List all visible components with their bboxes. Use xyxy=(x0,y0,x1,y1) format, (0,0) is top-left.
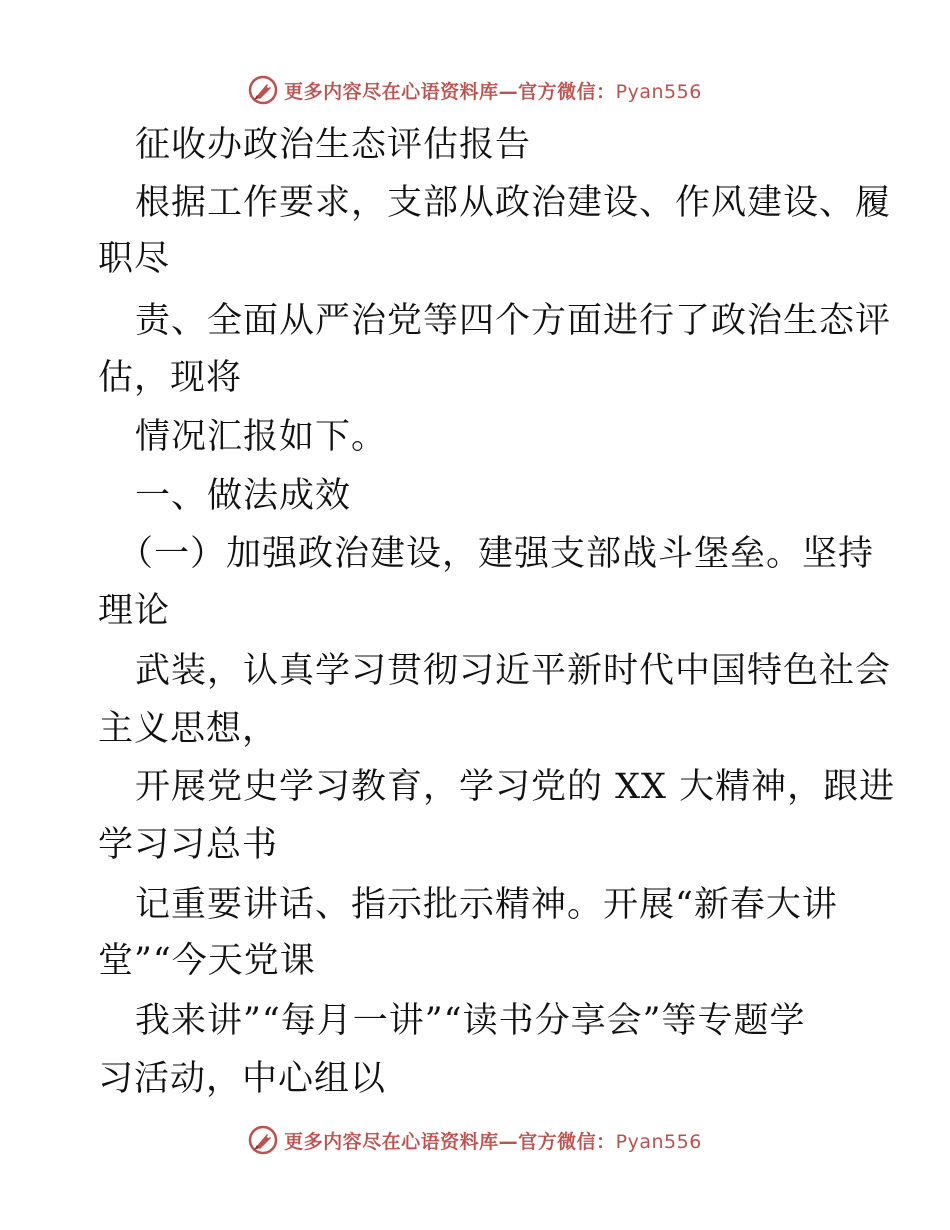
paragraph-line: 习活动，中心组以 xyxy=(98,1059,387,1099)
section-heading: 一、做法成效 xyxy=(135,476,352,516)
header-brand: 更多内容尽在心语资料库—官方微信： xyxy=(284,80,616,103)
paragraph-line: 开展党史学习教育，学习党的 XX 大精神，跟进 xyxy=(135,767,896,807)
paragraph-line: 责、全面从严治党等四个方面进行了政治生态评 xyxy=(135,301,892,341)
header-banner xyxy=(0,70,950,110)
paragraph-line: 主义思想， xyxy=(98,709,279,749)
paragraph-line: 估，现将 xyxy=(98,358,243,398)
paragraph-line: 理论 xyxy=(98,591,171,631)
fountain-pen-logo-icon xyxy=(248,75,278,105)
paragraph-line: 情况汇报如下。 xyxy=(135,417,388,457)
fountain-pen-logo-icon xyxy=(248,1125,278,1155)
paragraph-line: 堂”“今天党课 xyxy=(98,941,316,981)
paragraph-line: 记重要讲话、指示批示精神。开展“新春大讲 xyxy=(135,885,838,925)
paragraph-line: 根据工作要求，支部从政治建设、作风建设、履 xyxy=(135,183,892,223)
document-title: 征收办政治生态评估报告 xyxy=(135,125,532,165)
footer-banner-text xyxy=(284,1127,702,1154)
footer-brand: 更多内容尽在心语资料库—官方微信： xyxy=(284,1130,616,1153)
footer-wechat-id: Pyan556 xyxy=(615,1130,702,1153)
paragraph-line: 我来讲”“每月一讲”“读书分享会”等专题学 xyxy=(135,1001,806,1041)
subsection-heading-line: （一）加强政治建设，建强支部战斗堡垒。坚持 xyxy=(118,534,875,574)
paragraph-line: 职尽 xyxy=(98,239,171,279)
header-banner-text xyxy=(284,77,702,104)
paragraph-line: 武装，认真学习贯彻习近平新时代中国特色社会 xyxy=(135,651,892,691)
footer-banner xyxy=(0,1120,950,1160)
paragraph-line: 学习习总书 xyxy=(98,825,279,865)
header-wechat-id: Pyan556 xyxy=(615,80,702,103)
